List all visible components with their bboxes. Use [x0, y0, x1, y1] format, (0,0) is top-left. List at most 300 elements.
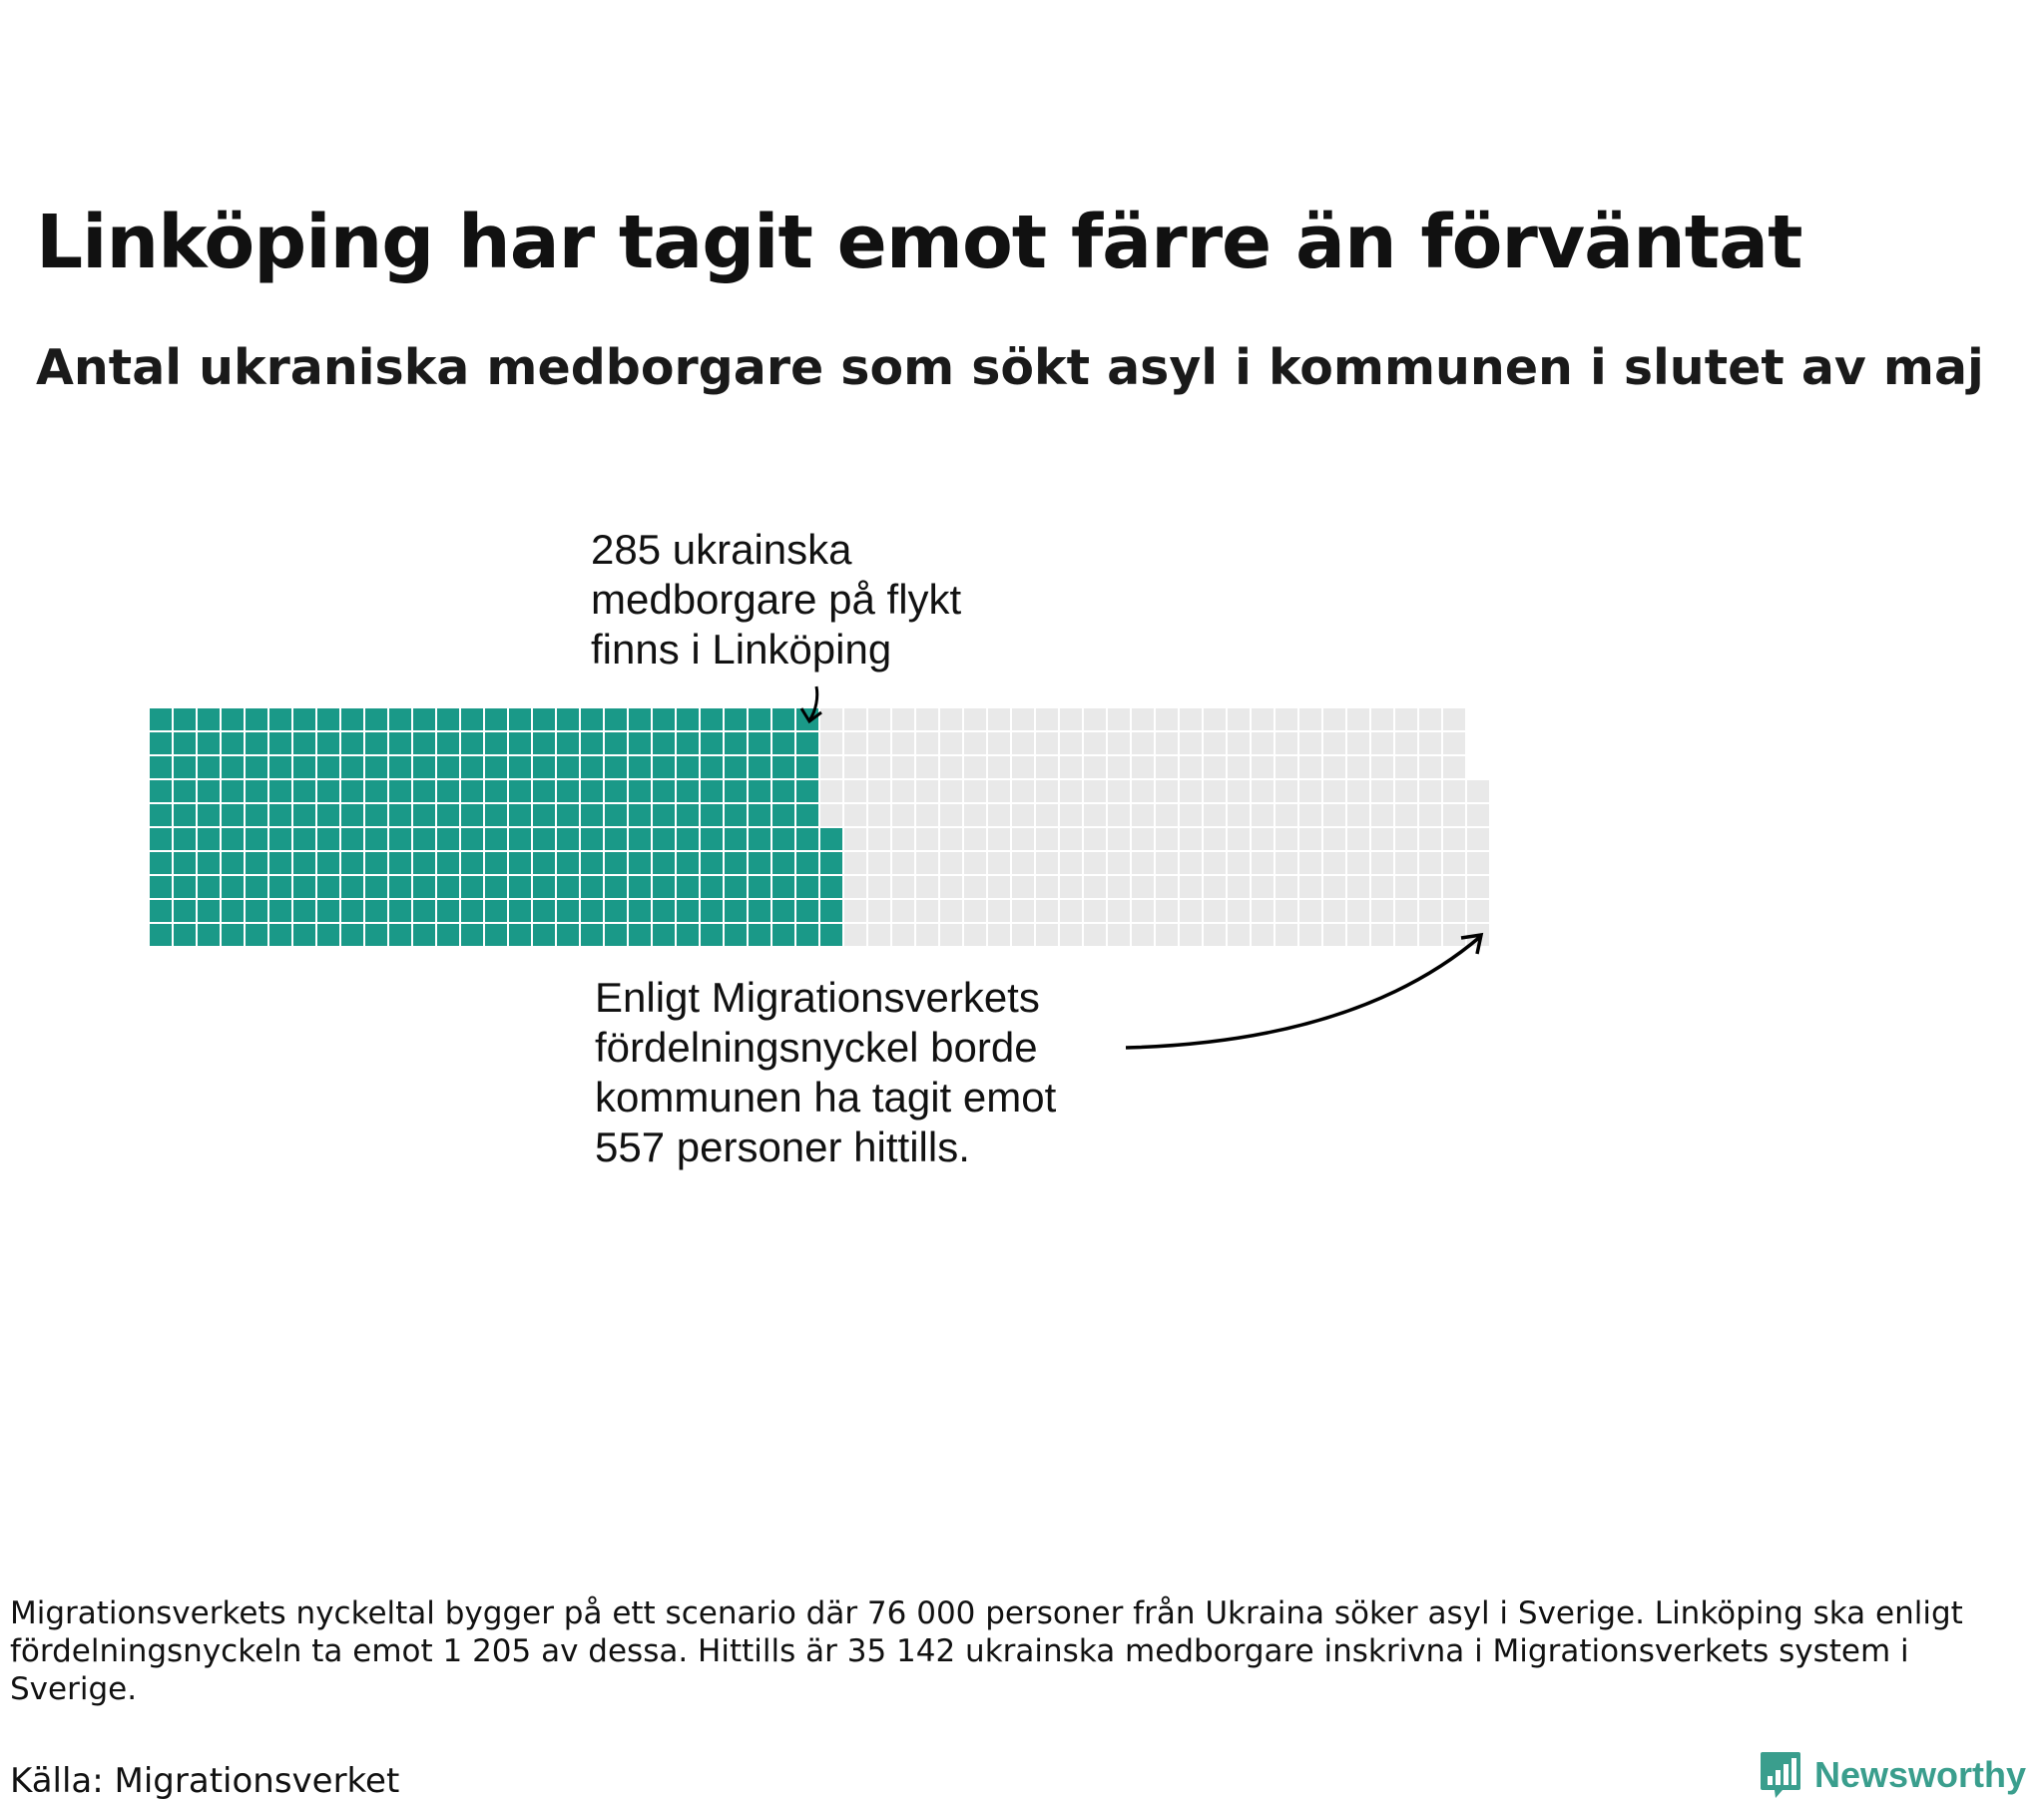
- waffle-cell-expected: [1395, 876, 1417, 898]
- waffle-cell-expected: [1132, 852, 1154, 874]
- waffle-cell-expected: [1060, 924, 1082, 946]
- waffle-cell-actual: [341, 828, 363, 850]
- waffle-cell-actual: [557, 732, 579, 754]
- waffle-cell-actual: [509, 708, 531, 730]
- waffle-cell-actual: [246, 804, 267, 826]
- waffle-cell-expected: [1299, 900, 1321, 922]
- waffle-cell-expected: [1323, 732, 1345, 754]
- waffle-cell-actual: [725, 732, 747, 754]
- waffle-cell-actual: [581, 756, 603, 778]
- waffle-cell-actual: [198, 732, 220, 754]
- waffle-cell-expected: [1156, 756, 1178, 778]
- waffle-cell-expected: [1276, 732, 1297, 754]
- waffle-cell-expected: [1132, 876, 1154, 898]
- waffle-cell-expected: [1036, 756, 1058, 778]
- waffle-cell-expected: [1395, 732, 1417, 754]
- waffle-cell-expected: [868, 780, 890, 802]
- waffle-cell-expected: [844, 804, 866, 826]
- waffle-cell-actual: [150, 900, 172, 922]
- waffle-cell-expected: [1276, 852, 1297, 874]
- waffle-cell-actual: [557, 780, 579, 802]
- waffle-cell-expected: [844, 756, 866, 778]
- waffle-cell-actual: [581, 804, 603, 826]
- waffle-cell-actual: [222, 780, 244, 802]
- waffle-cell-expected: [1180, 828, 1202, 850]
- waffle-cell-expected: [1347, 876, 1369, 898]
- waffle-cell-expected: [1060, 780, 1082, 802]
- waffle-cell-expected: [1443, 756, 1465, 778]
- waffle-cell-expected: [844, 852, 866, 874]
- waffle-cell-actual: [581, 780, 603, 802]
- waffle-cell-actual: [198, 876, 220, 898]
- waffle-cell-actual: [293, 780, 315, 802]
- waffle-cell-actual: [246, 756, 267, 778]
- waffle-cell-actual: [317, 900, 339, 922]
- waffle-cell-actual: [772, 756, 794, 778]
- waffle-cell-expected: [1299, 876, 1321, 898]
- waffle-cell-actual: [581, 708, 603, 730]
- waffle-cell-expected: [916, 708, 938, 730]
- waffle-cell-expected: [1395, 852, 1417, 874]
- waffle-cell-actual: [725, 804, 747, 826]
- waffle-cell-expected: [1467, 852, 1489, 874]
- waffle-cell-expected: [1323, 756, 1345, 778]
- waffle-cell-actual: [365, 900, 387, 922]
- waffle-cell-actual: [749, 756, 770, 778]
- waffle-cell-expected: [1180, 780, 1202, 802]
- waffle-cell-expected: [1276, 756, 1297, 778]
- waffle-cell-actual: [653, 708, 675, 730]
- waffle-cell-expected: [1060, 732, 1082, 754]
- waffle-cell-expected: [1252, 756, 1274, 778]
- waffle-cell-expected: [1012, 876, 1034, 898]
- waffle-cell-actual: [389, 732, 411, 754]
- waffle-cell-expected: [1347, 828, 1369, 850]
- waffle-cell-expected: [916, 756, 938, 778]
- waffle-cell-expected: [964, 876, 986, 898]
- waffle-cell-expected: [1204, 876, 1226, 898]
- waffle-cell-actual: [437, 876, 459, 898]
- waffle-cell-actual: [796, 828, 818, 850]
- waffle-cell-actual: [293, 900, 315, 922]
- waffle-cell-actual: [365, 924, 387, 946]
- waffle-cell-actual: [246, 900, 267, 922]
- waffle-cell-actual: [413, 756, 435, 778]
- waffle-cell-expected: [1108, 804, 1130, 826]
- waffle-cell-actual: [246, 828, 267, 850]
- waffle-cell-expected: [1108, 780, 1130, 802]
- waffle-cell-expected: [916, 900, 938, 922]
- waffle-cell-actual: [437, 756, 459, 778]
- waffle-cell-actual: [269, 732, 291, 754]
- waffle-cell-expected: [1299, 924, 1321, 946]
- waffle-cell-expected: [1347, 924, 1369, 946]
- waffle-cell-expected: [1108, 900, 1130, 922]
- waffle-cell-actual: [629, 900, 651, 922]
- waffle-cell-expected: [1323, 876, 1345, 898]
- waffle-cell-expected: [1180, 732, 1202, 754]
- waffle-cell-actual: [174, 732, 196, 754]
- waffle-cell-expected: [1108, 924, 1130, 946]
- waffle-cell-expected: [868, 924, 890, 946]
- waffle-cell-actual: [701, 780, 723, 802]
- waffle-cell-actual: [150, 732, 172, 754]
- waffle-cell-expected: [1132, 924, 1154, 946]
- waffle-cell-expected: [1252, 708, 1274, 730]
- waffle-cell-expected: [1467, 804, 1489, 826]
- waffle-cell-actual: [605, 780, 627, 802]
- waffle-cell-actual: [820, 900, 842, 922]
- waffle-cell-actual: [749, 780, 770, 802]
- waffle-cell-expected: [844, 876, 866, 898]
- waffle-cell-expected: [1371, 780, 1393, 802]
- waffle-cell-actual: [653, 876, 675, 898]
- waffle-cell-actual: [293, 732, 315, 754]
- waffle-cell-expected: [1276, 924, 1297, 946]
- waffle-cell-actual: [461, 804, 483, 826]
- waffle-cell-actual: [629, 828, 651, 850]
- waffle-cell-actual: [629, 876, 651, 898]
- waffle-cell-actual: [437, 828, 459, 850]
- bar-chart-speech-bubble-icon: [1759, 1750, 1802, 1800]
- waffle-cell-actual: [461, 780, 483, 802]
- waffle-cell-expected: [916, 732, 938, 754]
- waffle-cell-expected: [1347, 780, 1369, 802]
- waffle-cell-expected: [1276, 828, 1297, 850]
- waffle-cell-expected: [1419, 804, 1441, 826]
- waffle-cell-expected: [1299, 732, 1321, 754]
- waffle-cell-expected: [964, 756, 986, 778]
- waffle-cell-actual: [222, 708, 244, 730]
- waffle-cell-expected: [1371, 732, 1393, 754]
- waffle-cell-actual: [749, 804, 770, 826]
- waffle-cell-expected: [844, 900, 866, 922]
- waffle-cell-actual: [509, 780, 531, 802]
- waffle-cell-actual: [222, 828, 244, 850]
- waffle-cell-actual: [725, 900, 747, 922]
- waffle-cell-expected: [1036, 780, 1058, 802]
- waffle-cell-expected: [1299, 708, 1321, 730]
- waffle-cell-expected: [964, 828, 986, 850]
- waffle-cell-actual: [533, 780, 555, 802]
- waffle-cell-actual: [461, 708, 483, 730]
- waffle-cell-expected: [988, 708, 1010, 730]
- waffle-cell-actual: [629, 804, 651, 826]
- waffle-cell-expected: [1204, 924, 1226, 946]
- waffle-cell-expected: [1036, 852, 1058, 874]
- waffle-cell-expected: [1204, 708, 1226, 730]
- waffle-cell-actual: [533, 708, 555, 730]
- waffle-cell-actual: [677, 756, 699, 778]
- waffle-cell-expected: [1084, 828, 1106, 850]
- waffle-cell-actual: [701, 828, 723, 850]
- waffle-cell-actual: [677, 924, 699, 946]
- waffle-cell-expected: [916, 780, 938, 802]
- waffle-cell-expected: [1012, 732, 1034, 754]
- waffle-cell-expected: [940, 732, 962, 754]
- waffle-cell-actual: [317, 876, 339, 898]
- waffle-cell-actual: [509, 876, 531, 898]
- waffle-cell-actual: [317, 804, 339, 826]
- waffle-cell-actual: [485, 876, 507, 898]
- waffle-cell-expected: [820, 804, 842, 826]
- waffle-cell-actual: [341, 852, 363, 874]
- annotation-actual: 285 ukrainska medborgare på flykt finns i Linköping: [591, 526, 962, 673]
- waffle-cell-actual: [485, 732, 507, 754]
- waffle-cell-expected: [892, 756, 914, 778]
- waffle-cell-expected: [1180, 804, 1202, 826]
- waffle-cell-expected: [964, 804, 986, 826]
- waffle-cell-actual: [222, 852, 244, 874]
- waffle-cell-expected: [1252, 852, 1274, 874]
- waffle-cell-actual: [293, 852, 315, 874]
- waffle-cell-expected: [1156, 900, 1178, 922]
- waffle-cell-actual: [677, 828, 699, 850]
- waffle-cell-expected: [1443, 780, 1465, 802]
- waffle-cell-actual: [533, 756, 555, 778]
- waffle-cell-actual: [246, 780, 267, 802]
- waffle-cell-actual: [796, 804, 818, 826]
- waffle-cell-actual: [174, 900, 196, 922]
- waffle-cell-expected: [1299, 852, 1321, 874]
- waffle-cell-actual: [533, 804, 555, 826]
- waffle-cell-expected: [1419, 780, 1441, 802]
- waffle-cell-expected: [868, 876, 890, 898]
- waffle-cell-actual: [341, 756, 363, 778]
- waffle-cell-expected: [1395, 900, 1417, 922]
- waffle-cell-expected: [1252, 924, 1274, 946]
- waffle-cell-actual: [317, 852, 339, 874]
- waffle-cell-actual: [198, 780, 220, 802]
- waffle-cell-actual: [533, 876, 555, 898]
- waffle-cell-expected: [892, 924, 914, 946]
- waffle-cell-expected: [1323, 828, 1345, 850]
- waffle-cell-actual: [174, 924, 196, 946]
- waffle-cell-actual: [222, 900, 244, 922]
- waffle-cell-expected: [1395, 924, 1417, 946]
- waffle-cell-expected: [1132, 900, 1154, 922]
- waffle-cell-expected: [1443, 828, 1465, 850]
- waffle-cell-expected: [1228, 780, 1250, 802]
- waffle-cell-expected: [868, 804, 890, 826]
- waffle-cell-expected: [1156, 924, 1178, 946]
- waffle-cell-actual: [269, 708, 291, 730]
- waffle-cell-actual: [365, 852, 387, 874]
- waffle-cell-actual: [820, 828, 842, 850]
- waffle-cell-actual: [341, 924, 363, 946]
- waffle-cell-expected: [1347, 708, 1369, 730]
- waffle-cell-expected: [1443, 804, 1465, 826]
- waffle-cell-expected: [1084, 924, 1106, 946]
- waffle-cell-expected: [964, 732, 986, 754]
- waffle-cell-actual: [461, 924, 483, 946]
- waffle-cell-expected: [940, 804, 962, 826]
- waffle-cell-actual: [174, 780, 196, 802]
- waffle-cell-expected: [892, 876, 914, 898]
- waffle-cell-actual: [269, 900, 291, 922]
- waffle-cell-actual: [293, 804, 315, 826]
- waffle-cell-expected: [1347, 732, 1369, 754]
- waffle-cell-actual: [677, 780, 699, 802]
- waffle-cell-expected: [1323, 924, 1345, 946]
- waffle-cell-actual: [174, 852, 196, 874]
- waffle-cell-actual: [772, 804, 794, 826]
- waffle-cell-expected: [1276, 900, 1297, 922]
- waffle-cell-actual: [820, 924, 842, 946]
- waffle-cell-actual: [437, 804, 459, 826]
- waffle-cell-expected: [1180, 756, 1202, 778]
- waffle-cell-actual: [796, 900, 818, 922]
- waffle-cell-expected: [1156, 876, 1178, 898]
- waffle-cell-actual: [653, 804, 675, 826]
- waffle-cell-expected: [1012, 828, 1034, 850]
- waffle-cell-expected: [1299, 828, 1321, 850]
- waffle-cell-actual: [198, 828, 220, 850]
- waffle-cell-expected: [1180, 900, 1202, 922]
- waffle-cell-actual: [605, 732, 627, 754]
- waffle-cell-actual: [772, 900, 794, 922]
- waffle-cell-actual: [701, 804, 723, 826]
- waffle-cell-expected: [1108, 876, 1130, 898]
- waffle-cell-actual: [222, 756, 244, 778]
- waffle-cell-expected: [988, 756, 1010, 778]
- waffle-cell-actual: [677, 876, 699, 898]
- waffle-cell-actual: [269, 804, 291, 826]
- waffle-cell-actual: [150, 804, 172, 826]
- waffle-cell-actual: [389, 876, 411, 898]
- waffle-cell-expected: [1443, 852, 1465, 874]
- waffle-cell-expected: [1228, 708, 1250, 730]
- waffle-cell-actual: [198, 852, 220, 874]
- waffle-cell-actual: [389, 828, 411, 850]
- waffle-cell-actual: [557, 924, 579, 946]
- waffle-cell-expected: [1012, 708, 1034, 730]
- waffle-cell-expected: [820, 756, 842, 778]
- waffle-cell-expected: [1060, 756, 1082, 778]
- waffle-cell-expected: [868, 828, 890, 850]
- waffle-cell-actual: [174, 756, 196, 778]
- waffle-cell-actual: [293, 924, 315, 946]
- waffle-cell-actual: [533, 828, 555, 850]
- waffle-cell-actual: [701, 732, 723, 754]
- waffle-cell-expected: [1108, 708, 1130, 730]
- chart-subtitle: Antal ukraniska medborgare som sökt asyl i kommunen i slutet av maj: [36, 339, 1984, 396]
- waffle-cell-expected: [1299, 756, 1321, 778]
- waffle-cell-actual: [198, 804, 220, 826]
- waffle-cell-actual: [557, 852, 579, 874]
- waffle-cell-actual: [246, 852, 267, 874]
- waffle-cell-expected: [1132, 708, 1154, 730]
- waffle-cell-actual: [222, 732, 244, 754]
- waffle-cell-expected: [988, 804, 1010, 826]
- waffle-cell-expected: [1036, 876, 1058, 898]
- waffle-cell-expected: [820, 780, 842, 802]
- waffle-cell-expected: [1108, 732, 1130, 754]
- waffle-cell-expected: [964, 900, 986, 922]
- waffle-cell-expected: [940, 852, 962, 874]
- waffle-cell-actual: [437, 852, 459, 874]
- waffle-cell-expected: [892, 708, 914, 730]
- waffle-cell-expected: [988, 828, 1010, 850]
- waffle-cell-expected: [1347, 900, 1369, 922]
- waffle-cell-actual: [413, 732, 435, 754]
- waffle-cell-actual: [174, 828, 196, 850]
- waffle-cell-expected: [1467, 900, 1489, 922]
- waffle-cell-actual: [150, 876, 172, 898]
- waffle-cell-expected: [1132, 804, 1154, 826]
- waffle-cell-expected: [892, 900, 914, 922]
- waffle-cell-actual: [365, 828, 387, 850]
- waffle-cell-expected: [988, 876, 1010, 898]
- waffle-cell-expected: [1084, 900, 1106, 922]
- waffle-cell-expected: [892, 804, 914, 826]
- waffle-cell-expected: [1180, 708, 1202, 730]
- waffle-cell-actual: [269, 756, 291, 778]
- waffle-cell-expected: [1156, 732, 1178, 754]
- waffle-cell-actual: [222, 804, 244, 826]
- waffle-cell-actual: [389, 708, 411, 730]
- waffle-cell-actual: [341, 876, 363, 898]
- waffle-cell-actual: [461, 828, 483, 850]
- waffle-cell-actual: [701, 924, 723, 946]
- waffle-cell-expected: [1347, 852, 1369, 874]
- waffle-cell-actual: [533, 732, 555, 754]
- waffle-cell-actual: [389, 804, 411, 826]
- waffle-cell-expected: [868, 900, 890, 922]
- waffle-cell-actual: [509, 756, 531, 778]
- waffle-cell-actual: [533, 924, 555, 946]
- waffle-cell-actual: [269, 828, 291, 850]
- waffle-cell-actual: [150, 708, 172, 730]
- waffle-cell-expected: [1419, 756, 1441, 778]
- waffle-cell-expected: [1060, 804, 1082, 826]
- waffle-cell-actual: [677, 852, 699, 874]
- waffle-cell-actual: [701, 708, 723, 730]
- waffle-cell-actual: [269, 924, 291, 946]
- waffle-cell-actual: [389, 852, 411, 874]
- waffle-cell-actual: [820, 852, 842, 874]
- waffle-cell-actual: [581, 852, 603, 874]
- waffle-cell-actual: [796, 780, 818, 802]
- waffle-cell-actual: [461, 876, 483, 898]
- waffle-cell-actual: [772, 828, 794, 850]
- waffle-cell-actual: [317, 708, 339, 730]
- waffle-cell-expected: [1299, 780, 1321, 802]
- waffle-cell-actual: [365, 876, 387, 898]
- waffle-cell-actual: [461, 852, 483, 874]
- waffle-cell-expected: [1276, 804, 1297, 826]
- waffle-cell-actual: [677, 804, 699, 826]
- waffle-cell-actual: [509, 924, 531, 946]
- waffle-cell-actual: [820, 876, 842, 898]
- arrow-expected: [1126, 936, 1481, 1048]
- waffle-cell-expected: [1228, 900, 1250, 922]
- waffle-cell-actual: [653, 756, 675, 778]
- waffle-cell-actual: [389, 780, 411, 802]
- waffle-cell-actual: [174, 708, 196, 730]
- waffle-cell-actual: [198, 924, 220, 946]
- waffle-cell-actual: [246, 708, 267, 730]
- waffle-cell-actual: [749, 828, 770, 850]
- waffle-cell-actual: [725, 828, 747, 850]
- waffle-cell-expected: [940, 900, 962, 922]
- waffle-cell-expected: [1443, 708, 1465, 730]
- waffle-cell-actual: [413, 828, 435, 850]
- waffle-cell-expected: [988, 900, 1010, 922]
- waffle-cell-actual: [605, 924, 627, 946]
- waffle-cell-actual: [509, 804, 531, 826]
- waffle-cell-actual: [222, 876, 244, 898]
